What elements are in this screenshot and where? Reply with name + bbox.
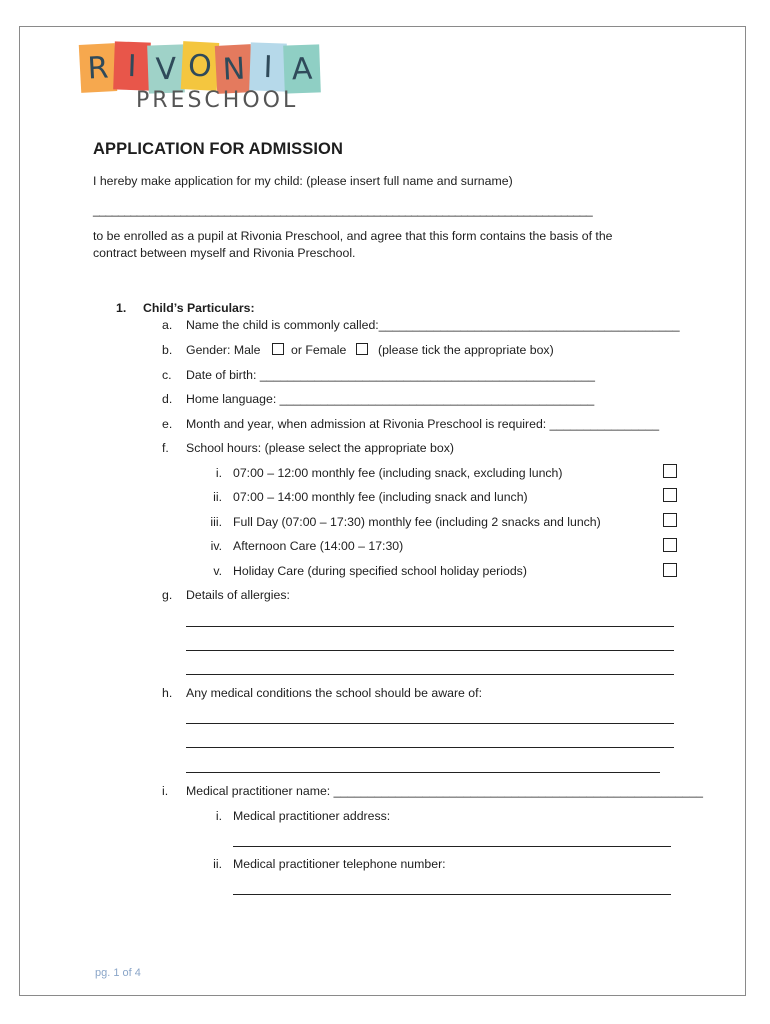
option-marker: iv. bbox=[210, 539, 222, 553]
logo-tile-o: O bbox=[181, 41, 219, 91]
page-number: pg. 1 of 4 bbox=[95, 967, 141, 979]
practitioner-address-label: Medical practitioner address: bbox=[233, 809, 391, 823]
item-c-marker: c. bbox=[162, 368, 172, 382]
option-marker: v. bbox=[213, 564, 222, 578]
allergies-line[interactable] bbox=[186, 674, 674, 675]
logo-tile-v: V bbox=[147, 44, 185, 93]
intro-line: I hereby make application for my child: (please insert full name and surname) bbox=[93, 174, 513, 188]
item-b-marker: b. bbox=[162, 343, 173, 357]
home-language-field[interactable]: Home language: ______________________________________________ bbox=[186, 392, 595, 406]
common-name-field[interactable]: Name the child is commonly called:____________________________________________ bbox=[186, 318, 680, 332]
option-marker: iii. bbox=[210, 515, 222, 529]
logo-tile-a: A bbox=[283, 44, 321, 93]
gender-female-checkbox[interactable] bbox=[356, 343, 368, 355]
gender-female-label: or Female bbox=[291, 343, 347, 357]
item-f-marker: f. bbox=[162, 441, 169, 455]
school-hours-label: School hours: (please select the appropriate box) bbox=[186, 441, 454, 455]
option-till-two-label: 07:00 – 14:00 monthly fee (including snack and lunch) bbox=[233, 490, 528, 504]
gender-male-checkbox[interactable] bbox=[272, 343, 284, 355]
gender-label: Gender: Male bbox=[186, 343, 261, 357]
allergies-line[interactable] bbox=[186, 650, 674, 651]
item-e-marker: e. bbox=[162, 417, 173, 431]
logo-subtitle: PRESCHOOL bbox=[136, 88, 299, 113]
logo-tile-i2: I bbox=[249, 42, 287, 91]
item-g-marker: g. bbox=[162, 588, 173, 602]
practitioner-name-field[interactable]: Medical practitioner name: ______________________________________________________ bbox=[186, 784, 703, 798]
admission-date-field[interactable]: Month and year, when admission at Rivonia Preschool is required: ________________ bbox=[186, 417, 660, 431]
option-full-day-checkbox[interactable] bbox=[663, 513, 677, 527]
item-d-marker: d. bbox=[162, 392, 173, 406]
option-marker: i. bbox=[215, 466, 222, 480]
section-title: Child’s Particulars: bbox=[143, 301, 255, 315]
date-of-birth-field[interactable]: Date of birth: _________________________________________________ bbox=[186, 368, 595, 382]
sub-item-marker: i. bbox=[215, 809, 222, 823]
option-afternoon-label: Afternoon Care (14:00 – 17:30) bbox=[233, 539, 404, 553]
option-till-two-checkbox[interactable] bbox=[663, 488, 677, 502]
logo-tile-n: N bbox=[215, 44, 253, 94]
item-i-marker: i. bbox=[162, 784, 169, 798]
logo-tile-i: I bbox=[113, 41, 151, 90]
section-number: 1. bbox=[116, 301, 127, 315]
option-holiday-label: Holiday Care (during specified school holiday periods) bbox=[233, 564, 527, 578]
medical-conditions-label: Any medical conditions the school should be aware of: bbox=[186, 686, 482, 700]
option-half-day-checkbox[interactable] bbox=[663, 464, 677, 478]
allergies-line[interactable] bbox=[186, 626, 674, 627]
practitioner-phone-line[interactable] bbox=[233, 894, 671, 895]
logo-tile-r: R bbox=[79, 43, 117, 93]
practitioner-address-line[interactable] bbox=[233, 846, 671, 847]
medical-conditions-line[interactable] bbox=[186, 723, 674, 724]
medical-conditions-line[interactable] bbox=[186, 747, 674, 748]
option-full-day-label: Full Day (07:00 – 17:30) monthly fee (including 2 snacks and lunch) bbox=[233, 515, 601, 529]
practitioner-phone-label: Medical practitioner telephone number: bbox=[233, 857, 446, 871]
item-a-marker: a. bbox=[162, 318, 173, 332]
item-h-marker: h. bbox=[162, 686, 173, 700]
allergies-label: Details of allergies: bbox=[186, 588, 290, 602]
enrol-text-line-2: contract between myself and Rivonia Preschool. bbox=[93, 246, 356, 260]
option-half-day-label: 07:00 – 12:00 monthly fee (including snack, excluding lunch) bbox=[233, 466, 563, 480]
document-page bbox=[19, 26, 746, 996]
page-title: APPLICATION FOR ADMISSION bbox=[93, 140, 343, 158]
gender-instruction: (please tick the appropriate box) bbox=[378, 343, 554, 357]
rivonia-preschool-logo bbox=[80, 40, 325, 116]
enrol-text-line-1: to be enrolled as a pupil at Rivonia Preschool, and agree that this form contains the basis of the bbox=[93, 229, 613, 243]
sub-item-marker: ii. bbox=[213, 857, 222, 871]
option-afternoon-checkbox[interactable] bbox=[663, 538, 677, 552]
child-name-blank[interactable]: ________________________________________________________________________________ bbox=[93, 203, 593, 217]
medical-conditions-line[interactable] bbox=[186, 772, 660, 773]
option-holiday-checkbox[interactable] bbox=[663, 563, 677, 577]
option-marker: ii. bbox=[213, 490, 222, 504]
